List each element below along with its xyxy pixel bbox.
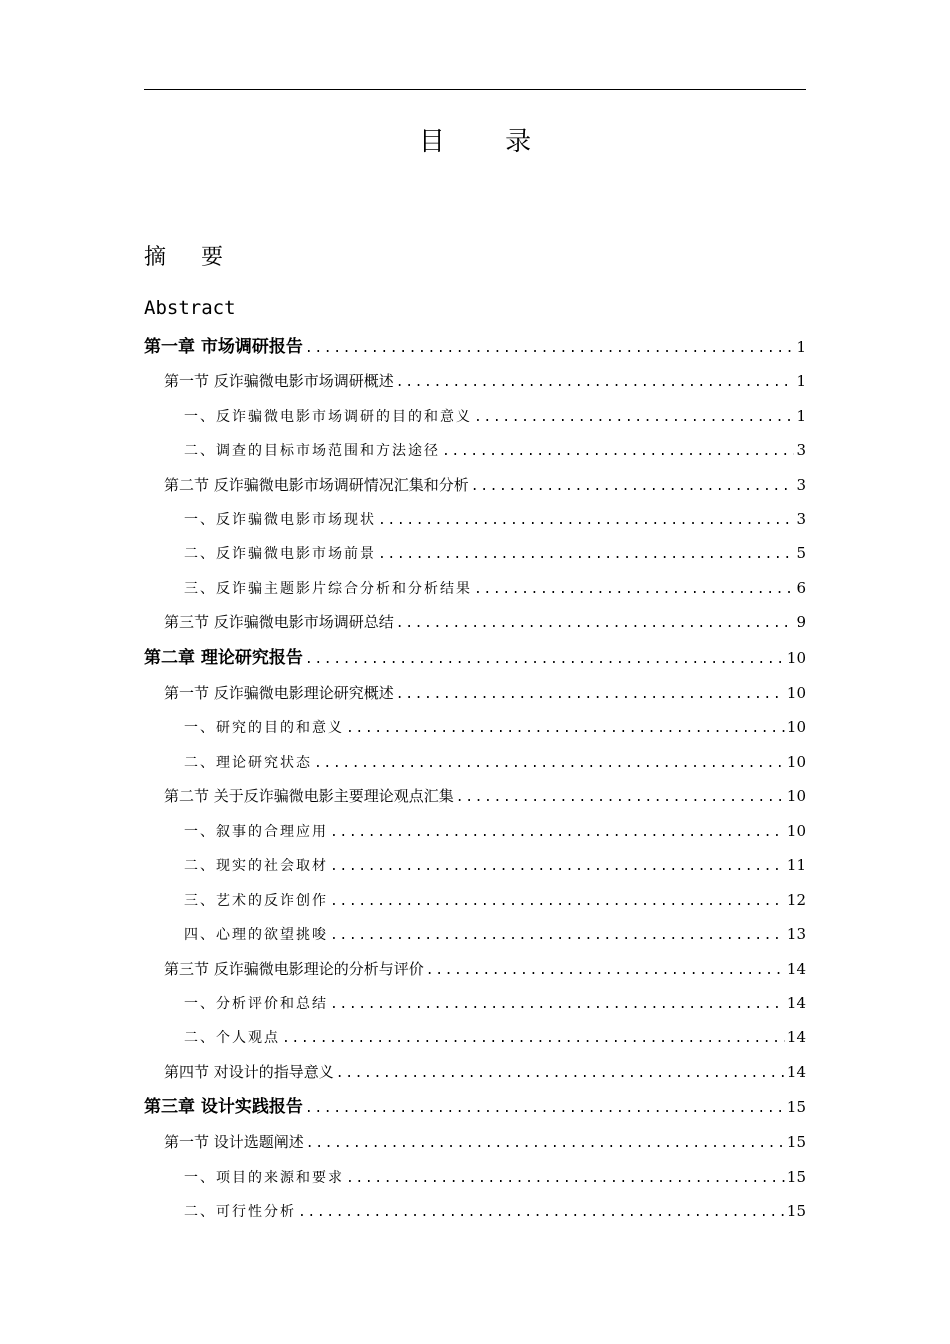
toc-entry-page: 3 — [796, 441, 806, 459]
toc-entry-label: 二、理论研究状态 — [184, 755, 312, 771]
toc-entry-label: 一、反诈骗微电影市场调研的目的和意义 — [184, 409, 472, 425]
toc-leader-dots — [346, 1164, 785, 1194]
toc-leader-dots — [474, 575, 794, 605]
toc-entry[interactable] — [184, 538, 806, 568]
toc-entry[interactable] — [144, 1092, 806, 1122]
toc-entry-page: 15 — [786, 1202, 806, 1220]
toc-entry-label: 第一节 设计选题阐述 — [164, 1133, 304, 1151]
toc-entry-page: 11 — [786, 856, 806, 874]
toc-entry-label: 二、调查的目标市场范围和方法途径 — [184, 443, 440, 459]
toc-leader-dots — [314, 749, 785, 779]
toc-entry-page: 6 — [796, 579, 806, 597]
toc-entry[interactable] — [184, 850, 806, 880]
toc-leader-dots — [336, 1059, 785, 1089]
toc-entry[interactable] — [184, 435, 806, 465]
toc-entry-label: 三、艺术的反诈创作 — [184, 893, 328, 909]
toc-entry-label: 第二章 理论研究报告 — [144, 648, 303, 668]
toc-entry-label: 第三节 反诈骗微电影理论的分析与评价 — [164, 960, 424, 978]
toc-leader-dots — [378, 506, 794, 536]
toc-leader-dots — [330, 990, 785, 1020]
toc-entry-label: 一、叙事的合理应用 — [184, 824, 328, 840]
toc-entry-label: 一、反诈骗微电影市场现状 — [184, 512, 376, 528]
toc-leader-dots — [305, 1094, 785, 1124]
toc-entry-page: 9 — [796, 613, 806, 631]
toc-entry[interactable] — [184, 401, 806, 431]
toc-leader-dots — [330, 887, 785, 917]
toc-entry[interactable] — [184, 712, 806, 742]
toc-entry-label: 第二节 反诈骗微电影市场调研情况汇集和分析 — [164, 476, 469, 494]
toc-leader-dots — [282, 1024, 785, 1054]
toc-entry[interactable] — [184, 919, 806, 949]
toc-entry[interactable] — [164, 954, 806, 984]
header-rule — [144, 89, 806, 90]
toc-entry-label: 二、可行性分析 — [184, 1204, 296, 1220]
toc-leader-dots — [378, 540, 794, 570]
toc-entry-label: 二、个人观点 — [184, 1030, 280, 1046]
toc-entry-label: 第三节 反诈骗微电影市场调研总结 — [164, 613, 394, 631]
toc-entry-label: 二、现实的社会取材 — [184, 858, 328, 874]
toc-entry-page: 14 — [786, 1063, 806, 1081]
toc-entry-page: 14 — [786, 994, 806, 1012]
toc-entry[interactable] — [184, 1196, 806, 1226]
toc-leader-dots — [306, 1129, 785, 1159]
toc-entry-page: 10 — [786, 753, 806, 771]
toc-leader-dots — [396, 368, 795, 398]
toc-entry[interactable] — [164, 607, 806, 637]
toc-entry-page: 15 — [786, 1168, 806, 1186]
toc-leader-dots — [330, 921, 785, 951]
toc-entry-page: 14 — [786, 1028, 806, 1046]
toc-leader-dots — [330, 852, 785, 882]
toc-entry-page: 10 — [786, 718, 806, 736]
toc-entry-page: 10 — [786, 822, 806, 840]
toc-leader-dots — [471, 472, 795, 502]
page-title: 目 录 — [418, 127, 558, 157]
toc-entry-label: 一、分析评价和总结 — [184, 996, 328, 1012]
toc-entry-page: 5 — [796, 544, 806, 562]
toc-entry-page: 3 — [796, 476, 806, 494]
toc-entry-page: 1 — [796, 407, 806, 425]
toc-entry-label: 第三章 设计实践报告 — [144, 1097, 303, 1117]
toc-entry[interactable] — [184, 988, 806, 1018]
toc-entry[interactable] — [164, 781, 806, 811]
abstract-cn-heading: 摘 要 — [144, 245, 237, 270]
toc-entry[interactable] — [184, 747, 806, 777]
toc-entry-label: 第四节 对设计的指导意义 — [164, 1063, 334, 1081]
toc-entry-label: 第一章 市场调研报告 — [144, 337, 303, 357]
toc-entry[interactable] — [144, 643, 806, 673]
toc-entry[interactable] — [164, 1057, 806, 1087]
toc-entry-page: 12 — [786, 891, 806, 909]
toc-entry-page: 10 — [786, 649, 806, 667]
toc-entry-page: 1 — [796, 338, 806, 356]
toc-entry-page: 15 — [786, 1133, 806, 1151]
toc-entry[interactable] — [184, 1022, 806, 1052]
toc-leader-dots — [305, 334, 795, 364]
toc-entry[interactable] — [184, 1162, 806, 1192]
toc-entry-page: 15 — [786, 1098, 806, 1116]
toc-leader-dots — [396, 609, 795, 639]
toc-entry-label: 第二节 关于反诈骗微电影主要理论观点汇集 — [164, 787, 454, 805]
toc-entry-label: 一、研究的目的和意义 — [184, 720, 344, 736]
toc-leader-dots — [346, 714, 785, 744]
toc-entry[interactable] — [184, 885, 806, 915]
toc-leader-dots — [442, 437, 794, 467]
abstract-en-heading: Abstract — [144, 297, 236, 319]
toc-entry[interactable] — [164, 366, 806, 396]
toc-entry-page: 3 — [796, 510, 806, 528]
toc-entry-label: 一、项目的来源和要求 — [184, 1170, 344, 1186]
toc-entry-label: 四、心理的欲望挑唆 — [184, 927, 328, 943]
toc-entry[interactable] — [184, 816, 806, 846]
toc-entry-page: 1 — [796, 372, 806, 390]
toc-entry[interactable] — [164, 1127, 806, 1157]
toc-entry-label: 三、反诈骗主题影片综合分析和分析结果 — [184, 581, 472, 597]
toc-leader-dots — [456, 783, 785, 813]
toc-entry-label: 第一节 反诈骗微电影市场调研概述 — [164, 372, 394, 390]
toc-entry[interactable] — [184, 573, 806, 603]
toc-entry-label: 第一节 反诈骗微电影理论研究概述 — [164, 684, 394, 702]
toc-leader-dots — [396, 680, 785, 710]
toc-entry[interactable] — [164, 470, 806, 500]
toc-entry[interactable] — [184, 504, 806, 534]
toc-leader-dots — [305, 645, 785, 675]
toc-entry-page: 10 — [786, 684, 806, 702]
toc-entry-page: 13 — [786, 925, 806, 943]
toc-leader-dots — [474, 403, 794, 433]
toc-leader-dots — [426, 956, 785, 986]
toc-entry[interactable] — [164, 678, 806, 708]
toc-entry[interactable] — [144, 332, 806, 362]
toc-entry-page: 14 — [786, 960, 806, 978]
toc-leader-dots — [330, 818, 785, 848]
toc-entry-label: 二、反诈骗微电影市场前景 — [184, 546, 376, 562]
toc-entry-page: 10 — [786, 787, 806, 805]
toc-leader-dots — [298, 1198, 785, 1228]
